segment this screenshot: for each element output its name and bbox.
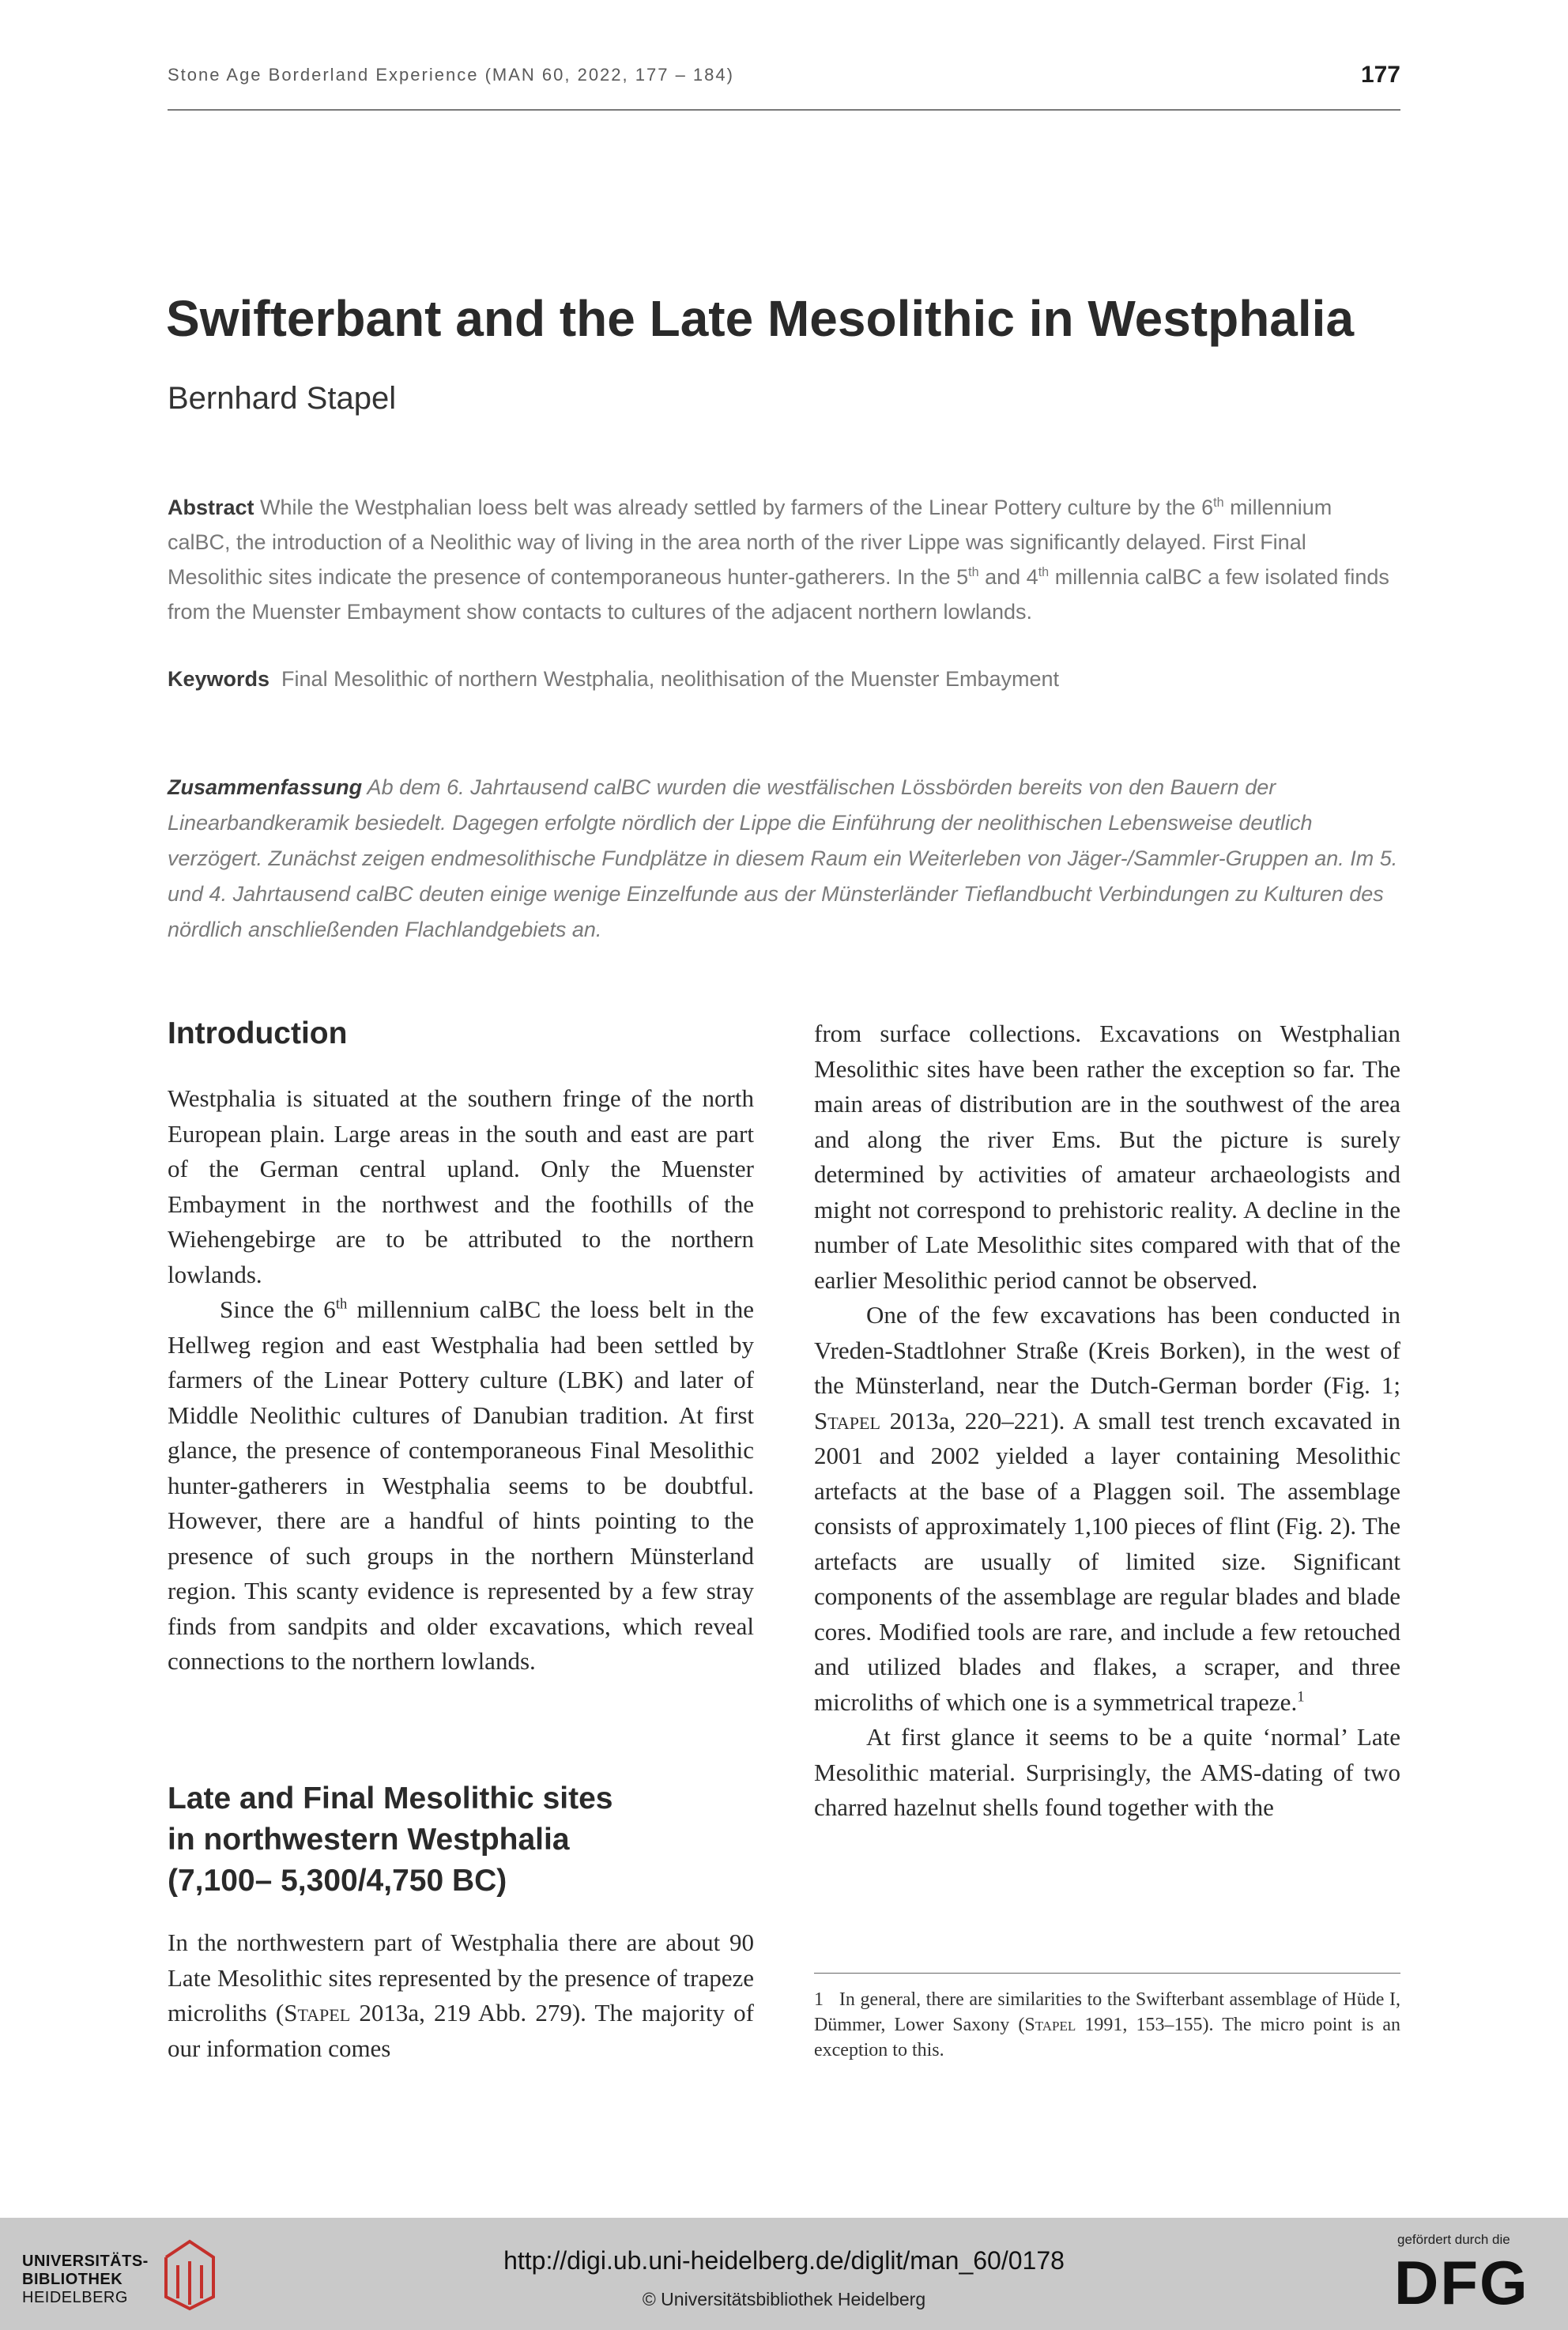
heading-introduction: Introduction	[168, 1016, 348, 1050]
right-paragraph-1: from surface collections. Excavations on Westphalian Mesolithic sites have been rather the exception so far. The main areas of distribution are in the southwest of the area and along the river Ems. But the picture is surely determined by activities of amateur archaeologists and might not correspond to prehistoric reality. A decline in the number of Late Mesolithic sites compared with that of the earlier Mesolithic period cannot be observed.	[814, 1020, 1400, 1294]
page-number: 177	[1360, 62, 1400, 88]
late-final-p1-a: In the northwestern part of Westphalia there are about 90 Late Mesolithic sites represented by the presence of trapeze microliths (	[168, 1928, 754, 2026]
dfg-logo: DFG	[1394, 2248, 1529, 2317]
abstract-label: Abstract	[168, 496, 254, 519]
keywords-text: Final Mesolithic of northern Westphalia, neolithisation of the Muenster Embayment	[270, 667, 1060, 691]
citation-stapel: Stapel	[284, 1999, 351, 2026]
citation-stapel: Stapel	[1024, 2015, 1076, 2035]
zusammenfassung	[168, 770, 1400, 948]
intro-p2-sup: th	[335, 1295, 348, 1313]
intro-p2-a: Since the 6	[220, 1295, 336, 1323]
abstract-text-3: and 4	[978, 565, 1038, 589]
library-line-1: UNIVERSITÄTS-	[22, 2253, 149, 2270]
right-paragraph-3: At first glance it seems to be a quite ‘normal’ Late Mesolithic material. Surprisingly, the AMS-dating of two charred hazelnut shells found together with the	[814, 1723, 1400, 1821]
footnote-rule	[814, 1973, 1400, 1974]
abstract-text-4: millennia calBC a few isolated finds from the Muenster Embayment show contacts to cultures of the adjacent northern lowlands.	[168, 565, 1389, 624]
citation-stapel: Stapel	[814, 1406, 880, 1435]
header-rule	[168, 109, 1400, 111]
abstract-text-2: millennium calBC, the introduction of a Neolithic way of living in the area north of the river Lippe was significantly delayed. First Final Mesolithic sites indicate the presence of contemporaneous hunter-gatherers. In the 5	[168, 496, 1332, 589]
late-final-paragraph-1	[168, 1925, 754, 2066]
late-final-p1-b: 2013a, 219 Abb. 279). The majority of our information comes	[168, 1999, 754, 2062]
right-paragraph-2	[814, 1298, 1400, 1720]
heading-line-1: Late and Final Mesolithic sites	[168, 1781, 613, 1815]
footnote-text-a: In general, there are similarities to the Swifterbant assemblage of Hüde I, Dümmer, Lower Saxony (	[814, 1989, 1405, 2035]
intro-p2-b: millennium calBC the loess belt in the Hellweg region and east Westphalia had been settled by farmers of the Linear Pottery culture (LBK) and later of Middle Neolithic cultures of Danubian tradition. At first glance, the presence of contemporaneous Final Mesolithic hunter-gatherers in Westphalia seems to be doubtful. However, there are a handful of hints pointing to the presence of such groups in the northern Münsterland region. This scanty evidence is represented by a few stray finds from sandpits and older excavations, which reveal connections to the northern lowlands.	[168, 1295, 755, 1675]
dfg-label: gefördert durch die	[1397, 2232, 1510, 2247]
digital-url-link[interactable]: http://digi.ub.uni-heidelberg.de/diglit/man_60/0178	[503, 2246, 1065, 2275]
introduction-body	[168, 1081, 754, 1680]
running-title: Stone Age Borderland Experience (MAN 60, 2022, 177 – 184)	[168, 65, 734, 85]
library-line-3: HEIDELBERG	[22, 2289, 128, 2306]
abstract	[168, 490, 1400, 629]
late-final-body	[168, 1925, 754, 2066]
right-column-body	[814, 1016, 1400, 1826]
abstract-sup-2: th	[968, 565, 979, 579]
keywords-label: Keywords	[168, 667, 270, 691]
footnote-text-b: 1991, 153–155). The micro point is an exception to this.	[814, 2015, 1400, 2060]
abstract-sup-1: th	[1213, 496, 1224, 510]
abstract-text-1: While the Westphalian loess belt was already settled by farmers of the Linear Pottery culture by the 6	[254, 496, 1214, 519]
heading-line-2: in northwestern Westphalia	[168, 1823, 570, 1857]
heading-line-3: (7,100– 5,300/4,750 BC)	[168, 1864, 507, 1898]
library-line-2: BIBLIOTHEK	[22, 2271, 123, 2288]
footnote	[814, 1987, 1405, 2063]
right-p2-b: 2013a, 220–221). A small test trench excavated in 2001 and 2002 yielded a layer containing Mesolithic artefacts at the base of a Plaggen soil. The assemblage consists of approximately 1,100 pieces of flint (Fig. 2). The artefacts are usually of limited size. Significant components of the assemblage are regular blades and blade cores. Modified tools are rare, and include a few retouched and utilized blades and flakes, a scraper, and three microliths of which one is a symmetrical trapeze.	[814, 1406, 1400, 1716]
zusammenfassung-label: Zusammenfassung	[168, 775, 363, 799]
copyright: © Universitätsbibliothek Heidelberg	[642, 2289, 926, 2309]
zusammenfassung-text: Ab dem 6. Jahrtausend calBC wurden die westfälischen Lössbörden bereits von den Bauern der Linearbandkeramik besiedelt. Dagegen erfolgte nördlich der Lippe die Einführung der neolithischen Lebensweise deutlich verzögert. Zunächst zeigen endmesolithische Fundplätze in diesem Raum ein Weiterleben von Jäger-/Sammler-Gruppen an. Im 5. und 4. Jahrtausend calBC deuten einige wenige Einzelfunde aus der Münsterländer Tieflandbucht Verbindungen zu Kulturen des nördlich anschließenden Flachlandgebiets an.	[168, 775, 1398, 941]
abstract-sup-3: th	[1038, 565, 1050, 579]
right-p2-a: One of the few excavations has been conducted in Vreden-Stadtlohner Straße (Kreis Borken), in the west of the Münsterland, near the Dutch-German border (Fig. 1;	[814, 1301, 1400, 1399]
article-title: Swifterbant and the Late Mesolithic in Westphalia	[166, 290, 1355, 347]
footnote-number: 1	[814, 1989, 824, 2010]
keywords	[168, 667, 1400, 692]
heading-late-final-mesolithic	[168, 1778, 754, 1902]
article-author: Bernhard Stapel	[168, 381, 397, 416]
footnote-ref[interactable]: 1	[1297, 1688, 1305, 1706]
intro-paragraph-2	[168, 1292, 754, 1680]
intro-paragraph-1: Westphalia is situated at the southern fringe of the north European plain. Large areas in the south and east are part of the German central upland. Only the Muenster Embayment in the northwest and the foothills of the Wiehengebirge are to be attributed to the northern lowlands.	[168, 1084, 754, 1288]
